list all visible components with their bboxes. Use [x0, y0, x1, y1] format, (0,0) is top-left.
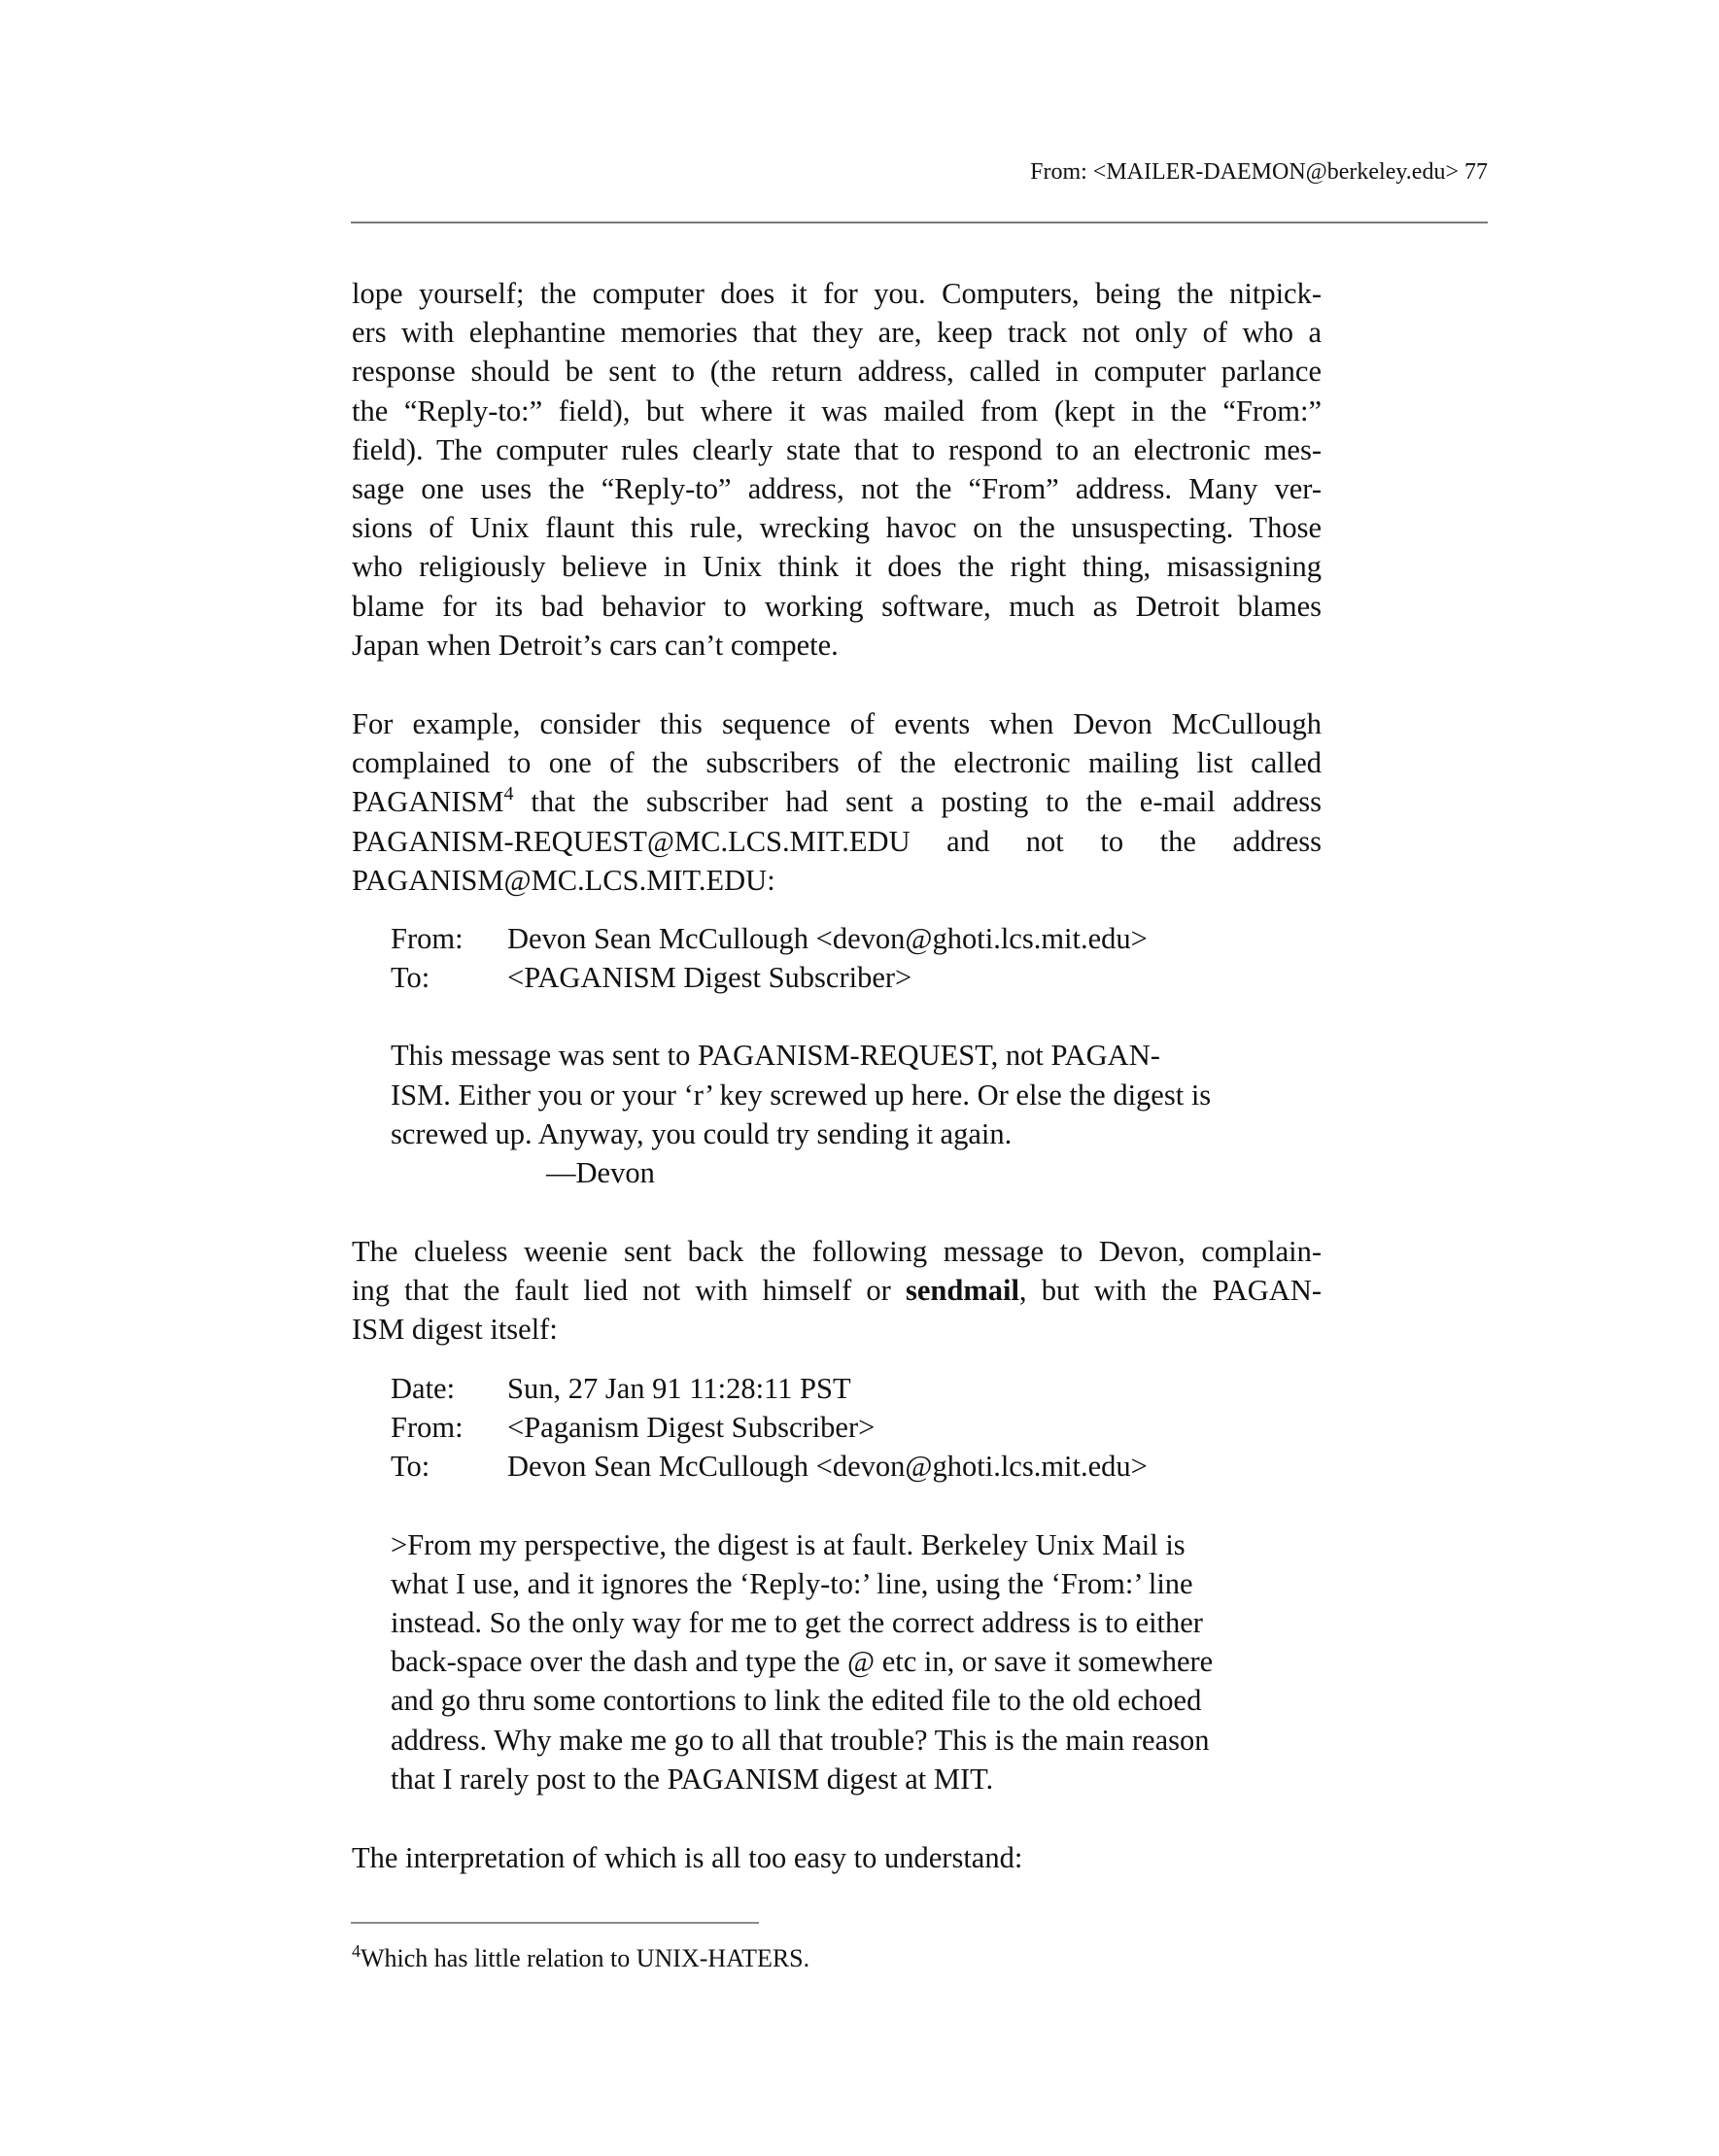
text-fragment: ing that the fault lied not with himself or — [352, 1274, 906, 1308]
text-line: blame for its bad behavior to working software, much as Detroit blames — [352, 589, 1322, 623]
text-line: The interpretation of which is all too easy to understand: — [352, 1841, 1023, 1874]
header-label: To: — [391, 961, 430, 995]
paragraph-2 — [352, 704, 1322, 900]
footnote-text: Which has little relation to UNIX-HATERS. — [361, 1944, 810, 1972]
text-line: For example, consider this sequence of events when Devon McCullough — [352, 707, 1322, 740]
message-line: address. Why make me go to all that trouble? This is the main reason — [391, 1723, 1210, 1757]
message-line: that I rarely post to the PAGANISM digest at MIT. — [391, 1762, 994, 1796]
footnote-number: 4 — [352, 1941, 361, 1961]
message-line: screwed up. Anyway, you could try sending it again. — [391, 1116, 1013, 1150]
text-line — [352, 1271, 1322, 1310]
text-line: lope yourself; the computer does it for you. Computers, being the nitpick- — [352, 277, 1322, 310]
text-line: PAGANISM-REQUEST@MC.LCS.MIT.EDU and not to the address — [352, 824, 1322, 858]
sendmail-term: sendmail — [905, 1274, 1019, 1308]
header-label: To: — [391, 1450, 430, 1484]
text-line: PAGANISM@MC.LCS.MIT.EDU: — [352, 863, 775, 897]
header-rule — [351, 222, 1488, 223]
header-value: Devon Sean McCullough <devon@ghoti.lcs.mit.edu> — [507, 1450, 1148, 1484]
message-line: back-space over the dash and type the @ etc in, or save it somewhere — [391, 1645, 1214, 1679]
header-label: From: — [391, 1411, 464, 1445]
paragraph-1 — [352, 274, 1322, 665]
header-value: Devon Sean McCullough <devon@ghoti.lcs.mit.edu> — [507, 922, 1148, 955]
text-line: ISM digest itself: — [352, 1313, 558, 1347]
message-line: >From my perspective, the digest is at fault. Berkeley Unix Mail is — [391, 1527, 1186, 1561]
email-header-from — [391, 1408, 1213, 1447]
text-line: Japan when Detroit’s cars can’t compete. — [352, 628, 839, 662]
text-line — [352, 782, 1322, 821]
header-label: From: — [391, 922, 464, 955]
text-fragment: that the subscriber had sent a posting to the e-mail address — [513, 785, 1322, 819]
text-fragment: , but with the PAGAN- — [1018, 1274, 1323, 1308]
text-line: sage one uses the “Reply-to” address, not the “From” address. Many ver- — [352, 472, 1322, 506]
email-header-from — [391, 919, 1211, 958]
text-line: sions of Unix flaunt this rule, wrecking havoc on the unsuspecting. Those — [352, 511, 1322, 545]
message-signature: —Devon — [546, 1156, 655, 1190]
text-line: response should be sent to (the return address, called in computer parlance — [352, 355, 1322, 389]
header-value: Sun, 27 Jan 91 11:28:11 PST — [507, 1372, 851, 1405]
paragraph-4 — [352, 1838, 1322, 1877]
text-line: ers with elephantine memories that they are, keep track not only of who a — [352, 316, 1322, 350]
message-line: instead. So the only way for me to get the correct address is to either — [391, 1606, 1203, 1640]
text-line: who religiously believe in Unix think it does the right thing, misassigning — [352, 550, 1322, 584]
text-line: complained to one of the subscribers of the electronic mailing list called — [352, 746, 1322, 780]
email-message-1 — [391, 919, 1211, 1192]
footnote — [352, 1943, 809, 1974]
footnote-reference[interactable]: 4 — [503, 783, 514, 805]
message-line: what I use, and it ignores the ‘Reply-to:’ line, using the ‘From:’ line — [391, 1566, 1193, 1600]
message-line: ISM. Either you or your ‘r’ key screwed up here. Or else the digest is — [391, 1078, 1212, 1112]
footnote-rule — [351, 1922, 759, 1924]
paragraph-3 — [352, 1232, 1322, 1350]
paganism-term: PAGANISM — [352, 785, 504, 819]
email-header-to — [391, 958, 1211, 997]
message-line: and go thru some contortions to link the edited file to the old echoed — [391, 1684, 1202, 1718]
text-line: the “Reply-to:” field), but where it was mailed from (kept in the “From:” — [352, 394, 1322, 428]
text-line: The clueless weenie sent back the following message to Devon, complain- — [352, 1235, 1322, 1268]
header-value: <Paganism Digest Subscriber> — [507, 1411, 876, 1445]
running-head — [1030, 157, 1488, 187]
text-line: field). The computer rules clearly state that to respond to an electronic mes- — [352, 432, 1322, 466]
email-header-to — [391, 1447, 1213, 1486]
header-value: <PAGANISM Digest Subscriber> — [507, 961, 912, 995]
header-label: Date: — [391, 1372, 456, 1405]
message-line: This message was sent to PAGANISM-REQUEST, not PAGAN- — [391, 1039, 1160, 1073]
email-header-date — [391, 1369, 1213, 1408]
email-message-2 — [391, 1369, 1213, 1798]
running-head-title: From: <MAILER-DAEMON@berkeley.edu> — [1030, 159, 1459, 185]
page-number: 77 — [1464, 159, 1488, 185]
